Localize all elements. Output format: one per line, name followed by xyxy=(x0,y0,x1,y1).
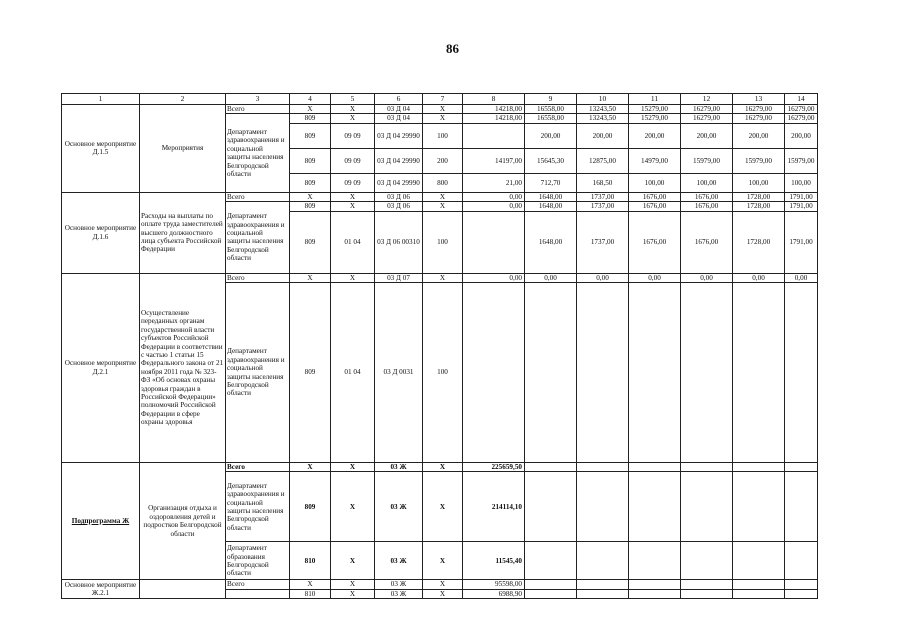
cell: 809 xyxy=(290,173,331,192)
cell: 1737,00 xyxy=(577,202,629,211)
cell: 16279,00 xyxy=(733,114,785,123)
activity-description xyxy=(140,580,226,599)
cell: X xyxy=(423,273,463,282)
cell xyxy=(681,580,733,589)
cell xyxy=(733,580,785,589)
cell: 1648,00 xyxy=(525,202,577,211)
cell: 03 Д 04 xyxy=(375,114,423,123)
cell: 14197,00 xyxy=(463,148,525,173)
cell: 13243,50 xyxy=(577,114,629,123)
cell: 15979,00 xyxy=(681,148,733,173)
cell xyxy=(525,589,577,598)
cell xyxy=(681,283,733,463)
cell: X xyxy=(423,589,463,598)
cell: 03 Д 04 29990 xyxy=(375,173,423,192)
cell: 200,00 xyxy=(733,123,785,148)
cell xyxy=(525,472,577,542)
cell: 0,00 xyxy=(733,273,785,282)
cell: 03 Ж xyxy=(375,542,423,580)
budget-table xyxy=(61,93,818,599)
total-label: Всего xyxy=(226,192,290,201)
table-row xyxy=(62,463,818,472)
cell: 809 xyxy=(290,114,331,123)
cell: 809 xyxy=(290,472,331,542)
cell: 225659,50 xyxy=(463,463,525,472)
page-number: 86 xyxy=(446,41,459,56)
cell: 03 Д 04 29990 xyxy=(375,148,423,173)
cell: 809 xyxy=(290,148,331,173)
cell xyxy=(629,542,681,580)
table-row xyxy=(62,105,818,114)
cell xyxy=(577,463,629,472)
cell: 100,00 xyxy=(785,173,818,192)
cell: 13243,50 xyxy=(577,105,629,114)
cell: 100 xyxy=(423,123,463,148)
cell: X xyxy=(331,202,375,211)
cell xyxy=(629,283,681,463)
cell xyxy=(785,283,818,463)
cell: 1676,00 xyxy=(681,211,733,273)
cell: 03 Ж xyxy=(375,589,423,598)
activity-description: Мероприятия xyxy=(140,105,226,193)
cell: 14979,00 xyxy=(629,148,681,173)
cell: 95598,00 xyxy=(463,580,525,589)
cell: 1728,00 xyxy=(733,202,785,211)
cell xyxy=(577,283,629,463)
header-cell: 10 xyxy=(577,94,629,105)
header-cell: 4 xyxy=(290,94,331,105)
header-cell: 2 xyxy=(140,94,226,105)
cell: 809 xyxy=(290,283,331,463)
cell xyxy=(681,589,733,598)
cell: 100 xyxy=(423,211,463,273)
cell: X xyxy=(331,463,375,472)
header-cell: 5 xyxy=(331,94,375,105)
header-cell: 11 xyxy=(629,94,681,105)
total-label: Всего xyxy=(226,273,290,282)
department-name xyxy=(226,589,290,598)
table-row xyxy=(62,273,818,282)
cell: 09 09 xyxy=(331,123,375,148)
cell: 03 Ж xyxy=(375,580,423,589)
subprogram-name xyxy=(62,463,140,580)
cell: 168,50 xyxy=(577,173,629,192)
cell: 16279,00 xyxy=(785,114,818,123)
cell xyxy=(525,283,577,463)
cell: X xyxy=(423,463,463,472)
header-cell: 13 xyxy=(733,94,785,105)
cell xyxy=(681,463,733,472)
cell: X xyxy=(331,105,375,114)
cell xyxy=(681,472,733,542)
cell: 16279,00 xyxy=(681,105,733,114)
cell: X xyxy=(331,192,375,201)
cell: 16279,00 xyxy=(733,105,785,114)
cell: 03 Д 04 xyxy=(375,105,423,114)
cell: 03 Д 06 xyxy=(375,192,423,201)
cell: 14218,00 xyxy=(463,114,525,123)
cell: 03 Ж xyxy=(375,472,423,542)
cell: 15279,00 xyxy=(629,114,681,123)
cell: X xyxy=(290,192,331,201)
cell: 03 Ж xyxy=(375,463,423,472)
cell: X xyxy=(331,273,375,282)
cell xyxy=(785,463,818,472)
cell: 03 Д 04 29990 xyxy=(375,123,423,148)
subprogram-description: Организация отдыха и оздоровления детей и подростков Белгородской области xyxy=(140,463,226,580)
cell xyxy=(525,463,577,472)
department-name: Департамент здравоохранения и социальной защиты населения Белгородской области xyxy=(226,472,290,542)
department-name: Департамент здравоохранения и социальной защиты населения Белгородской области xyxy=(226,283,290,463)
cell: 1737,00 xyxy=(577,211,629,273)
cell: 0,00 xyxy=(525,273,577,282)
cell: 12875,00 xyxy=(577,148,629,173)
cell: 1791,00 xyxy=(785,192,818,201)
cell: 800 xyxy=(423,173,463,192)
cell: 09 09 xyxy=(331,173,375,192)
cell: 809 xyxy=(290,202,331,211)
cell: 1737,00 xyxy=(577,192,629,201)
cell: 15979,00 xyxy=(733,148,785,173)
cell: 712,70 xyxy=(525,173,577,192)
cell: 1676,00 xyxy=(681,192,733,201)
cell: 1728,00 xyxy=(733,192,785,201)
cell: 16558,00 xyxy=(525,114,577,123)
cell xyxy=(577,472,629,542)
cell: 100,00 xyxy=(733,173,785,192)
cell xyxy=(733,542,785,580)
cell: 200,00 xyxy=(629,123,681,148)
cell: 200,00 xyxy=(525,123,577,148)
activity-description: Осуществление переданных органам государственной власти субъектов Российской Федерации в соответствии с частью 1 статьи 15 Федерального закона от 21 ноября 2011 года № 323-ФЗ «Об основах охраны здоровья граждан в Российской Федерации» полномочий Российской Федерации в сфере охраны здоровья xyxy=(140,273,226,462)
cell xyxy=(463,211,525,273)
cell: 21,00 xyxy=(463,173,525,192)
activity-name: Основное мероприятие Д.2.1 xyxy=(62,273,140,462)
cell: 100,00 xyxy=(681,173,733,192)
cell: X xyxy=(423,202,463,211)
cell xyxy=(681,542,733,580)
cell: 0,00 xyxy=(463,192,525,201)
activity-name: Основное мероприятие Ж.2.1 xyxy=(62,580,140,599)
cell: X xyxy=(423,542,463,580)
cell: 200,00 xyxy=(785,123,818,148)
cell: 0,00 xyxy=(629,273,681,282)
cell: 09 09 xyxy=(331,148,375,173)
header-cell: 14 xyxy=(785,94,818,105)
cell: X xyxy=(290,463,331,472)
cell xyxy=(733,463,785,472)
cell: X xyxy=(423,192,463,201)
cell: 14218,00 xyxy=(463,105,525,114)
cell: 16279,00 xyxy=(785,105,818,114)
activity-name: Основное мероприятие Д.1.5 xyxy=(62,105,140,193)
department-name: Департамент здравоохранения и социальной защиты населения Белгородской области xyxy=(226,202,290,273)
cell: 809 xyxy=(290,211,331,273)
cell: 1676,00 xyxy=(629,211,681,273)
cell: 03 Д 0031 xyxy=(375,283,423,463)
cell xyxy=(525,580,577,589)
cell: 03 Д 06 xyxy=(375,202,423,211)
cell xyxy=(629,463,681,472)
cell xyxy=(463,123,525,148)
cell: 16558,00 xyxy=(525,105,577,114)
cell: 11545,40 xyxy=(463,542,525,580)
cell: X xyxy=(423,580,463,589)
header-cell: 6 xyxy=(375,94,423,105)
cell xyxy=(577,542,629,580)
cell: 0,00 xyxy=(681,273,733,282)
cell xyxy=(733,283,785,463)
cell: X xyxy=(331,542,375,580)
cell: 1791,00 xyxy=(785,202,818,211)
department-name: Департамент здравоохранения и социальной защиты населения Белгородской области xyxy=(226,114,290,192)
department-name: Департамент образования Белгородской области xyxy=(226,542,290,580)
cell: 0,00 xyxy=(463,202,525,211)
header-cell: 3 xyxy=(226,94,290,105)
cell: 810 xyxy=(290,542,331,580)
cell xyxy=(577,580,629,589)
table-row xyxy=(62,192,818,201)
cell: 15645,30 xyxy=(525,148,577,173)
header-cell: 1 xyxy=(62,94,140,105)
cell: X xyxy=(423,472,463,542)
cell: 0,00 xyxy=(463,273,525,282)
cell xyxy=(577,589,629,598)
cell xyxy=(629,580,681,589)
header-cell: 9 xyxy=(525,94,577,105)
cell: 200,00 xyxy=(681,123,733,148)
cell xyxy=(733,589,785,598)
cell: 03 Д 06 00310 xyxy=(375,211,423,273)
cell: 15279,00 xyxy=(629,105,681,114)
cell: 01 04 xyxy=(331,211,375,273)
cell: X xyxy=(331,580,375,589)
header-cell: 8 xyxy=(463,94,525,105)
total-label: Всего xyxy=(226,580,290,589)
table-row xyxy=(62,580,818,589)
cell: 03 Д 07 xyxy=(375,273,423,282)
cell xyxy=(629,589,681,598)
cell: 100,00 xyxy=(629,173,681,192)
cell: 1648,00 xyxy=(525,211,577,273)
cell: 1676,00 xyxy=(629,202,681,211)
activity-description: Расходы на выплаты по оплате труда заместителей высшего должностного лица субъекта Российской Федерации xyxy=(140,192,226,273)
total-label: Всего xyxy=(226,463,290,472)
subprogram-title: Подпрограмма Ж xyxy=(71,517,130,526)
cell: X xyxy=(331,114,375,123)
cell: X xyxy=(290,105,331,114)
header-cell: 7 xyxy=(423,94,463,105)
cell: 200 xyxy=(423,148,463,173)
cell: X xyxy=(290,273,331,282)
header-cell: 12 xyxy=(681,94,733,105)
cell: X xyxy=(423,114,463,123)
cell xyxy=(785,580,818,589)
cell: 0,00 xyxy=(577,273,629,282)
cell: X xyxy=(423,105,463,114)
cell: X xyxy=(331,472,375,542)
cell: 100 xyxy=(423,283,463,463)
cell xyxy=(785,472,818,542)
cell: 15979,00 xyxy=(785,148,818,173)
cell: 214114,10 xyxy=(463,472,525,542)
cell xyxy=(629,472,681,542)
cell: 1648,00 xyxy=(525,192,577,201)
cell: 1728,00 xyxy=(733,211,785,273)
cell: 1676,00 xyxy=(629,192,681,201)
header-row xyxy=(62,94,818,105)
cell xyxy=(463,283,525,463)
cell: 810 xyxy=(290,589,331,598)
cell xyxy=(785,589,818,598)
cell: 6988,90 xyxy=(463,589,525,598)
cell: 01 04 xyxy=(331,283,375,463)
cell: 809 xyxy=(290,123,331,148)
cell: 200,00 xyxy=(577,123,629,148)
cell: 1791,00 xyxy=(785,211,818,273)
cell: 0,00 xyxy=(785,273,818,282)
cell: 16279,00 xyxy=(681,114,733,123)
total-label: Всего xyxy=(226,105,290,114)
cell xyxy=(785,542,818,580)
activity-name: Основное мероприятие Д.1.6 xyxy=(62,192,140,273)
cell: X xyxy=(331,589,375,598)
cell xyxy=(733,472,785,542)
cell: X xyxy=(290,580,331,589)
cell: 1676,00 xyxy=(681,202,733,211)
cell xyxy=(525,542,577,580)
